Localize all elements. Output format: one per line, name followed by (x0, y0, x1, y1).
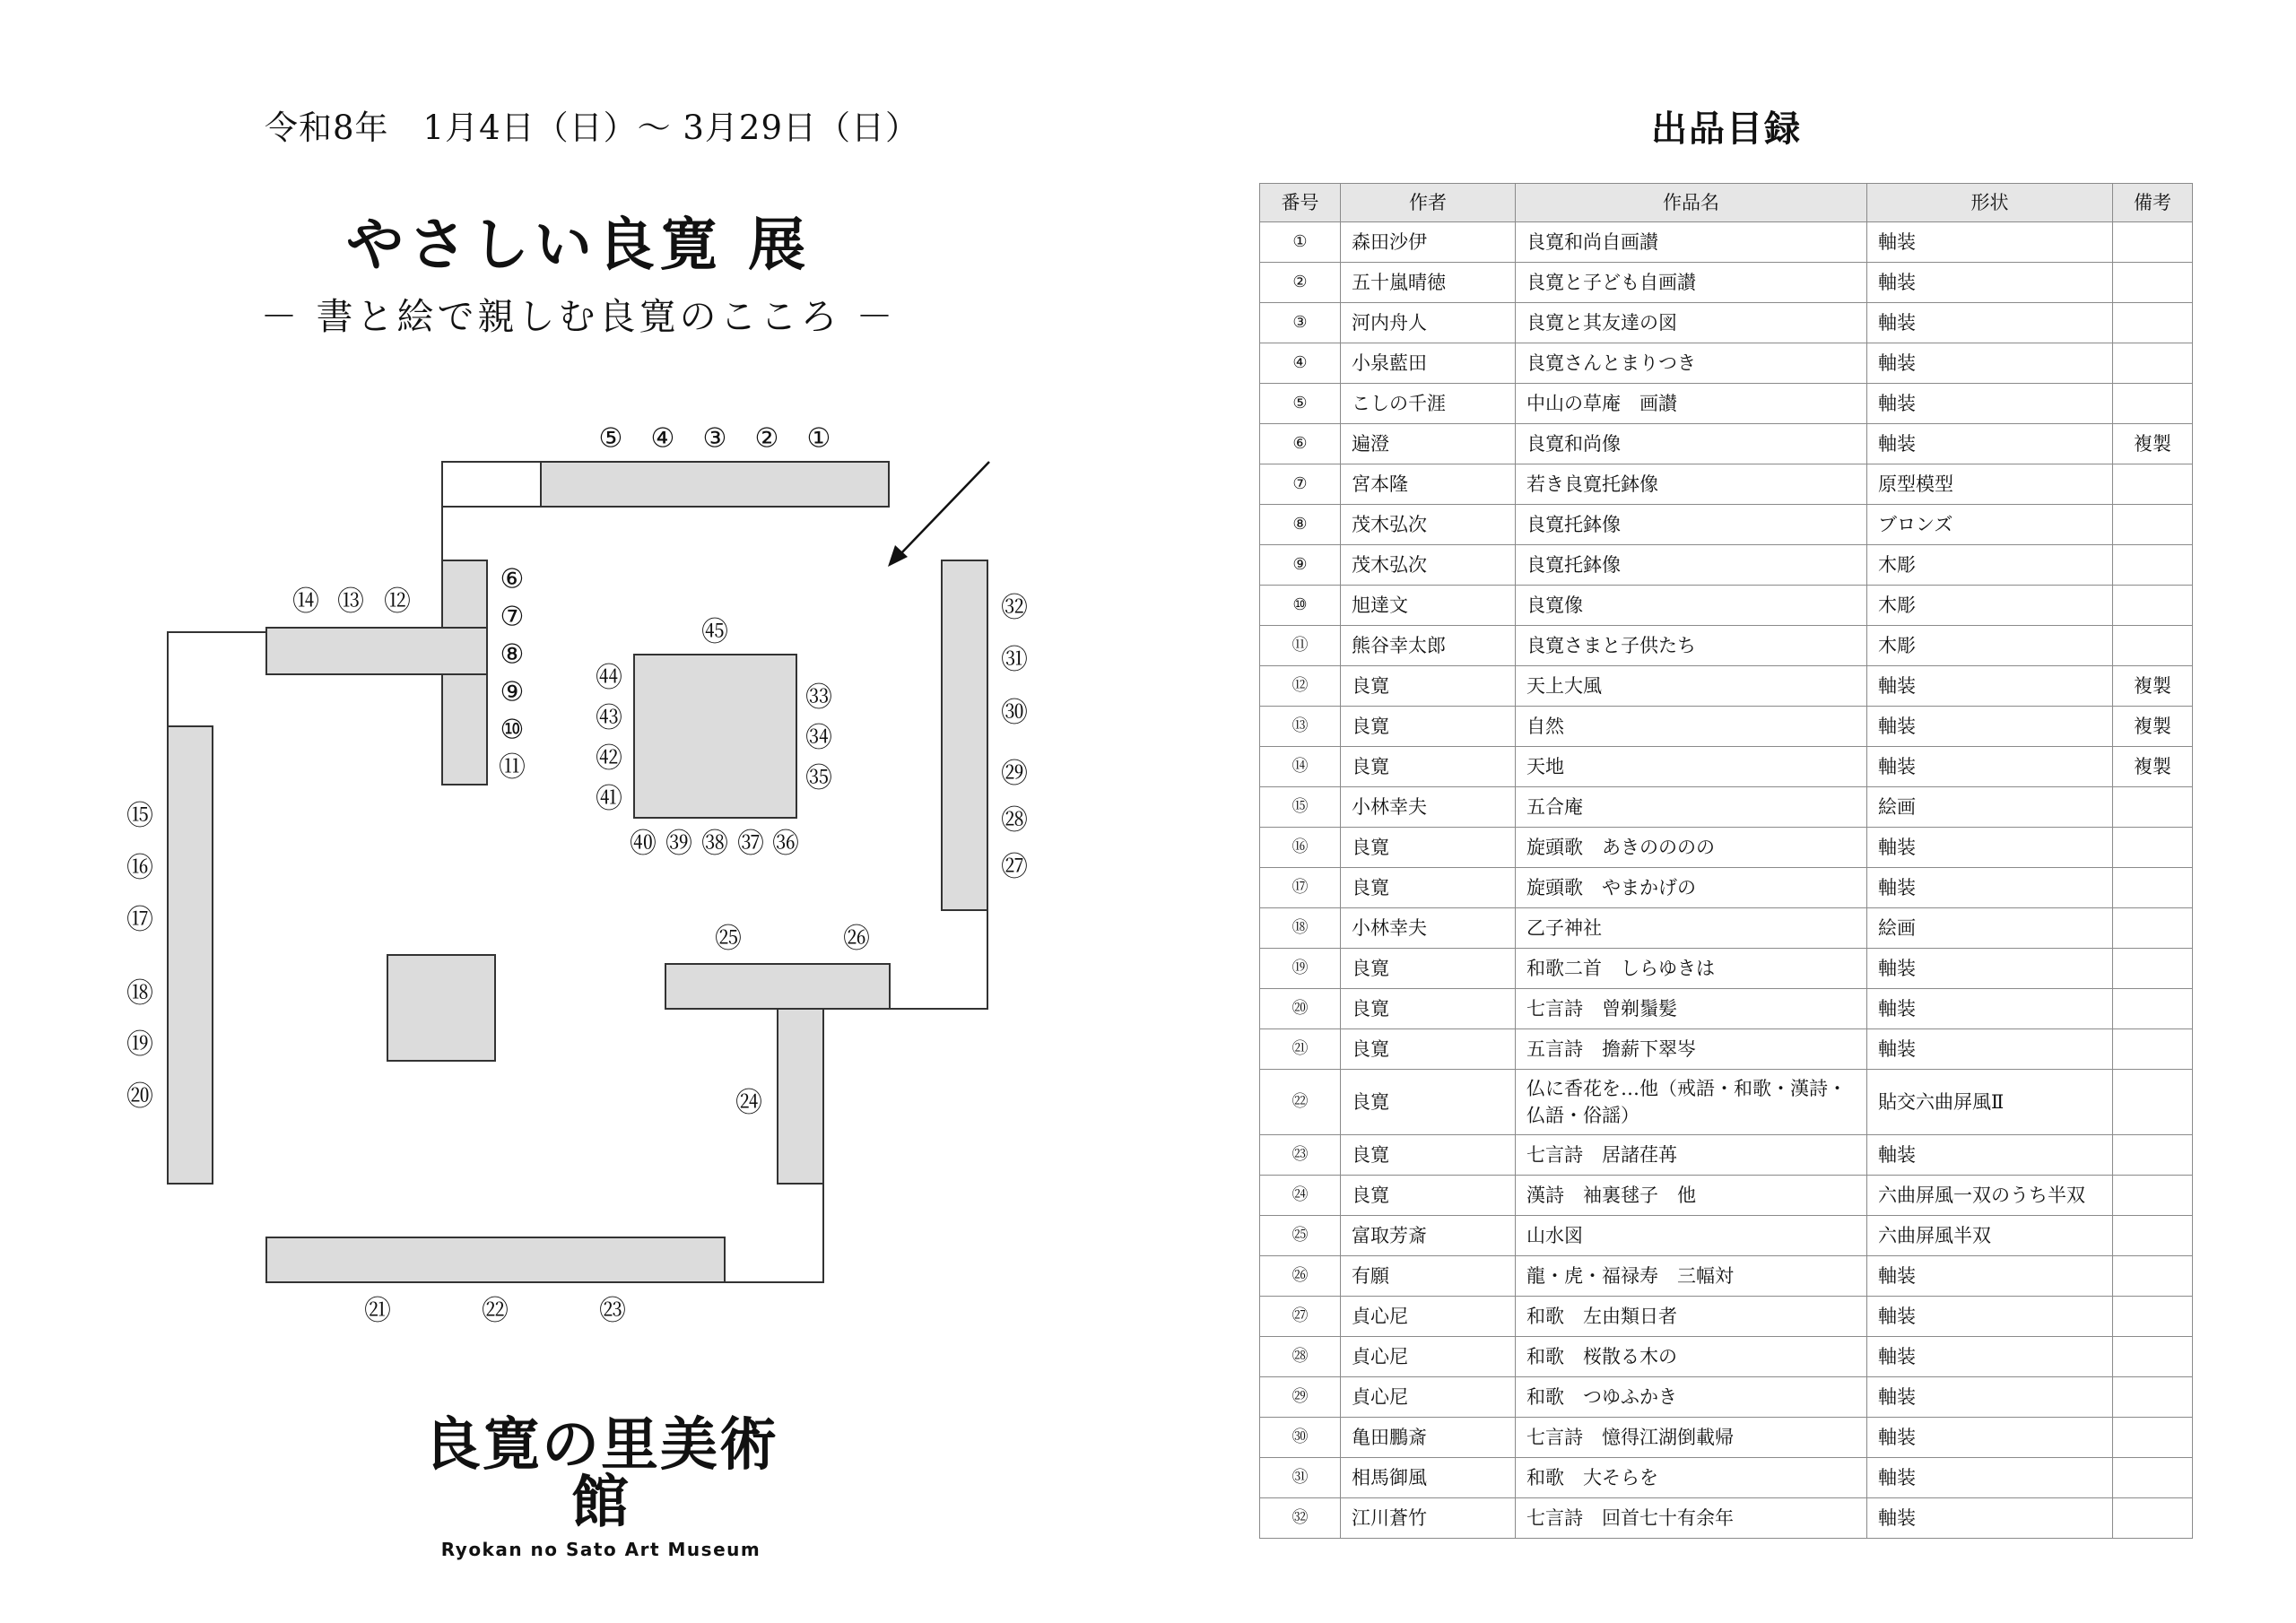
row-artist: 有願 (1341, 1256, 1516, 1297)
row-number: ③ (1260, 303, 1341, 343)
row-number: ⑳ (1260, 989, 1341, 1029)
row-title: 若き良寛托鉢像 (1516, 464, 1867, 505)
row-number: ㉕ (1260, 1216, 1341, 1256)
row-number: ⑭ (1260, 747, 1341, 787)
row-form: 軸装 (1867, 1377, 2113, 1418)
row-note: 複製 (2113, 424, 2193, 464)
row-note (2113, 586, 2193, 626)
row-artist: 森田沙伊 (1341, 222, 1516, 263)
row-form: 軸装 (1867, 989, 2113, 1029)
exhibit-number-8: ⑧ (500, 638, 525, 671)
row-title: 良寛さまと子供たち (1516, 626, 1867, 666)
row-number: ⑤ (1260, 384, 1341, 424)
row-artist: 良寛 (1341, 1135, 1516, 1176)
row-title: 七言詩 回首七十有余年 (1516, 1498, 1867, 1539)
row-artist: 貞心尼 (1341, 1297, 1516, 1337)
row-note (2113, 1498, 2193, 1539)
exhibit-number-20: ⑳ (126, 1081, 153, 1113)
row-note (2113, 949, 2193, 989)
row-number: ㉑ (1260, 1029, 1341, 1070)
table-row (1260, 303, 2193, 343)
entrance-arrow (888, 462, 989, 567)
row-number: ㉚ (1260, 1418, 1341, 1458)
table-row (1260, 1297, 2193, 1337)
row-number: ⑧ (1260, 505, 1341, 545)
exhibit-number-18: ⑱ (126, 977, 153, 1010)
row-number: ㉘ (1260, 1337, 1341, 1377)
row-number: ⑲ (1260, 949, 1341, 989)
row-title: 中山の草庵 画讃 (1516, 384, 1867, 424)
row-artist: 良寛 (1341, 707, 1516, 747)
row-title: 旋頭歌 やまかげの (1516, 868, 1867, 908)
table-row (1260, 666, 2193, 707)
exhibition-dates: 令和8年 1月4日（日）～ 3月29日（日） (265, 108, 920, 147)
wall-top (541, 462, 889, 507)
row-form: 軸装 (1867, 868, 2113, 908)
row-artist: 良寛 (1341, 828, 1516, 868)
row-note (2113, 1135, 2193, 1176)
catalog-body (1260, 222, 2193, 1539)
table-row (1260, 1458, 2193, 1498)
row-note (2113, 1256, 2193, 1297)
row-form: 軸装 (1867, 1297, 2113, 1337)
row-form: 絵画 (1867, 908, 2113, 949)
row-number: ㉒ (1260, 1070, 1341, 1135)
exhibit-number-34: ㉞ (805, 722, 832, 754)
exhibit-number-11: ⑪ (499, 751, 526, 784)
row-note (2113, 1216, 2193, 1256)
row-artist: 小林幸夫 (1341, 787, 1516, 828)
row-artist: 茂木弘次 (1341, 505, 1516, 545)
exhibit-number-21: ㉑ (364, 1295, 391, 1327)
exhibit-number-10: ⑩ (500, 714, 525, 746)
museum-logo-mark: 良寛の里美術館 (423, 1411, 778, 1536)
column-header-form: 形状 (1867, 184, 2113, 222)
table-row (1260, 908, 2193, 949)
table-row (1260, 464, 2193, 505)
table-row (1260, 263, 2193, 303)
column-header-number: 番号 (1260, 184, 1341, 222)
row-title: 龍・虎・福禄寿 三幅対 (1516, 1256, 1867, 1297)
row-note: 複製 (2113, 707, 2193, 747)
row-form: 軸装 (1867, 1418, 2113, 1458)
column-header-artist: 作者 (1341, 184, 1516, 222)
row-artist: 茂木弘次 (1341, 545, 1516, 586)
row-form: 絵画 (1867, 787, 2113, 828)
exhibit-number-15: ⑮ (126, 800, 153, 832)
row-form: 軸装 (1867, 303, 2113, 343)
row-title: 仏に香花を…他（戒語・和歌・漢詩・仏語・俗謡） (1516, 1070, 1867, 1135)
table-row (1260, 1176, 2193, 1216)
table-row (1260, 1256, 2193, 1297)
row-title: 和歌 左由類日者 (1516, 1297, 1867, 1337)
row-artist: 良寛 (1341, 1176, 1516, 1216)
table-row (1260, 1498, 2193, 1539)
row-note (2113, 222, 2193, 263)
row-form: 六曲屏風一双のうち半双 (1867, 1176, 2113, 1216)
row-title: 良寛托鉢像 (1516, 545, 1867, 586)
exhibit-number-6: ⑥ (500, 563, 525, 595)
row-artist: 旭達文 (1341, 586, 1516, 626)
row-note (2113, 1070, 2193, 1135)
exhibit-number-14: ⑭ (292, 586, 319, 618)
row-number: ⑦ (1260, 464, 1341, 505)
wall-right (942, 560, 987, 910)
row-note (2113, 343, 2193, 384)
row-number: ㉖ (1260, 1256, 1341, 1297)
wall-left (168, 726, 213, 1184)
row-number: ② (1260, 263, 1341, 303)
exhibit-number-30: ㉚ (1001, 697, 1028, 729)
museum-logo (413, 1411, 789, 1560)
table-row (1260, 384, 2193, 424)
row-number: ⑪ (1260, 626, 1341, 666)
row-title: 良寛と其友達の図 (1516, 303, 1867, 343)
row-form: 軸装 (1867, 263, 2113, 303)
row-form: ブロンズ (1867, 505, 2113, 545)
exhibit-number-23: ㉓ (599, 1295, 626, 1327)
exhibit-number-39: ㊴ (665, 828, 692, 860)
exhibit-number-25: ㉕ (715, 923, 742, 955)
row-title: 良寛和尚像 (1516, 424, 1867, 464)
row-form: 軸装 (1867, 1498, 2113, 1539)
row-number: ⑯ (1260, 828, 1341, 868)
exhibit-number-17: ⑰ (126, 904, 153, 936)
exhibit-number-13: ⑬ (337, 586, 364, 618)
row-form: 原型模型 (1867, 464, 2113, 505)
row-note (2113, 989, 2193, 1029)
exhibit-number-36: ㊱ (772, 828, 799, 860)
row-title: 天上大風 (1516, 666, 1867, 707)
row-form: 木彫 (1867, 586, 2113, 626)
row-title: 五合庵 (1516, 787, 1867, 828)
row-number: ① (1260, 222, 1341, 263)
row-title: 旋頭歌 あきのののの (1516, 828, 1867, 868)
exhibit-number-7: ⑦ (500, 601, 525, 633)
row-title: 七言詩 憶得江湖倒載帰 (1516, 1418, 1867, 1458)
museum-logo-subtitle: Ryokan no Sato Art Museum (440, 1539, 761, 1560)
table-row (1260, 1377, 2193, 1418)
row-title: 五言詩 擔薪下翠岑 (1516, 1029, 1867, 1070)
exhibit-number-19: ⑲ (126, 1028, 153, 1061)
row-artist: こしの千涯 (1341, 384, 1516, 424)
row-artist: 亀田鵬斎 (1341, 1418, 1516, 1458)
row-note (2113, 505, 2193, 545)
table-row (1260, 1135, 2193, 1176)
row-form: 軸装 (1867, 424, 2113, 464)
exhibit-number-31: ㉛ (1001, 644, 1028, 676)
exhibit-number-38: ㊳ (701, 828, 728, 860)
row-artist: 良寛 (1341, 747, 1516, 787)
row-title: 自然 (1516, 707, 1867, 747)
exhibit-number-28: ㉘ (1001, 804, 1028, 837)
row-form: 木彫 (1867, 626, 2113, 666)
row-artist: 良寛 (1341, 949, 1516, 989)
row-artist: 良寛 (1341, 666, 1516, 707)
row-title: 良寛さんとまりつき (1516, 343, 1867, 384)
row-number: ⑫ (1260, 666, 1341, 707)
row-form: 軸装 (1867, 343, 2113, 384)
row-artist: 宮本隆 (1341, 464, 1516, 505)
row-artist: 良寛 (1341, 1029, 1516, 1070)
row-number: ㉛ (1260, 1458, 1341, 1498)
row-note (2113, 1297, 2193, 1337)
table-row (1260, 989, 2193, 1029)
row-note (2113, 1176, 2193, 1216)
table-row (1260, 222, 2193, 263)
exhibit-number-5: ⑤ (598, 422, 623, 455)
center-display-case (634, 655, 796, 818)
row-title: 天地 (1516, 747, 1867, 787)
table-row (1260, 505, 2193, 545)
wall-right-horizontal (665, 964, 890, 1009)
wall-right-vertical (778, 1009, 823, 1184)
table-row (1260, 949, 2193, 989)
exhibit-number-2: ② (754, 422, 779, 455)
row-artist: 良寛 (1341, 1070, 1516, 1135)
row-title: 良寛と子ども自画讃 (1516, 263, 1867, 303)
row-note (2113, 1458, 2193, 1498)
row-form: 軸装 (1867, 747, 2113, 787)
exhibit-catalog-table (1259, 183, 2193, 1539)
row-note (2113, 1029, 2193, 1070)
row-note (2113, 787, 2193, 828)
exhibit-number-4: ④ (650, 422, 675, 455)
exhibit-number-35: ㉟ (805, 762, 832, 794)
row-title: 漢詩 袖裏毬子 他 (1516, 1176, 1867, 1216)
row-title: 七言詩 曾剃鬚髪 (1516, 989, 1867, 1029)
row-form: 軸装 (1867, 828, 2113, 868)
row-number: ㉓ (1260, 1135, 1341, 1176)
row-note: 複製 (2113, 666, 2193, 707)
row-title: 良寛托鉢像 (1516, 505, 1867, 545)
row-form: 貼交六曲屏風Ⅱ (1867, 1070, 2113, 1135)
floor-map (0, 0, 1157, 1381)
row-form: 軸装 (1867, 666, 2113, 707)
row-title: 和歌 桜散る木の (1516, 1337, 1867, 1377)
row-number: ⑮ (1260, 787, 1341, 828)
row-number: ㉜ (1260, 1498, 1341, 1539)
exhibit-number-43: ㊸ (596, 702, 622, 734)
row-title: 乙子神社 (1516, 908, 1867, 949)
table-row (1260, 747, 2193, 787)
exhibit-number-26: ㉖ (843, 923, 870, 955)
exhibit-number-41: ㊶ (596, 783, 622, 815)
exhibit-number-32: ㉜ (1001, 592, 1028, 624)
row-title: 和歌 つゆふかき (1516, 1377, 1867, 1418)
table-row (1260, 1029, 2193, 1070)
row-note (2113, 868, 2193, 908)
row-number: ⑨ (1260, 545, 1341, 586)
row-form: 軸装 (1867, 384, 2113, 424)
row-artist: 貞心尼 (1341, 1377, 1516, 1418)
row-number: ㉙ (1260, 1377, 1341, 1418)
exhibit-number-33: ㉝ (805, 681, 832, 714)
row-form: 軸装 (1867, 1029, 2113, 1070)
row-note (2113, 303, 2193, 343)
row-note (2113, 545, 2193, 586)
table-row (1260, 1070, 2193, 1135)
row-note (2113, 1418, 2193, 1458)
row-artist: 江川蒼竹 (1341, 1498, 1516, 1539)
table-row (1260, 828, 2193, 868)
row-artist: 良寛 (1341, 989, 1516, 1029)
wall-bottom (266, 1237, 725, 1282)
row-note (2113, 828, 2193, 868)
exhibit-number-42: ㊷ (596, 742, 622, 775)
row-title: 七言詩 居諸荏苒 (1516, 1135, 1867, 1176)
table-row (1260, 787, 2193, 828)
row-number: ⑱ (1260, 908, 1341, 949)
table-row (1260, 626, 2193, 666)
column-header-title: 作品名 (1516, 184, 1867, 222)
row-artist: 良寛 (1341, 868, 1516, 908)
row-artist: 相馬御風 (1341, 1458, 1516, 1498)
row-note (2113, 1377, 2193, 1418)
exhibition-title: やさしい良寛 展 (345, 212, 812, 279)
row-number: ④ (1260, 343, 1341, 384)
table-header-row (1260, 184, 2193, 222)
table-row (1260, 1418, 2193, 1458)
row-form: 軸装 (1867, 707, 2113, 747)
exhibit-number-3: ③ (702, 422, 727, 455)
column-header-note: 備考 (2113, 184, 2193, 222)
row-number: ⑥ (1260, 424, 1341, 464)
row-title: 山水図 (1516, 1216, 1867, 1256)
table-row (1260, 707, 2193, 747)
table-row (1260, 545, 2193, 586)
row-note (2113, 626, 2193, 666)
row-note (2113, 908, 2193, 949)
row-number: ㉔ (1260, 1176, 1341, 1216)
row-note (2113, 464, 2193, 505)
row-artist: 貞心尼 (1341, 1337, 1516, 1377)
row-artist: 小林幸夫 (1341, 908, 1516, 949)
exhibition-subtitle: － 書と絵で親しむ良寛のこころ － (260, 295, 897, 338)
exhibit-number-16: ⑯ (126, 852, 153, 884)
exhibit-number-1: ① (806, 422, 831, 455)
row-title: 良寛像 (1516, 586, 1867, 626)
row-note (2113, 263, 2193, 303)
row-form: 軸装 (1867, 949, 2113, 989)
row-number: ⑩ (1260, 586, 1341, 626)
row-form: 六曲屏風半双 (1867, 1216, 2113, 1256)
row-form: 軸装 (1867, 1256, 2113, 1297)
table-row (1260, 586, 2193, 626)
display-case-small (387, 955, 495, 1061)
row-form: 軸装 (1867, 1337, 2113, 1377)
row-form: 軸装 (1867, 1458, 2113, 1498)
exhibit-number-12: ⑫ (384, 586, 411, 618)
row-title: 和歌二首 しらゆきは (1516, 949, 1867, 989)
exhibit-number-9: ⑨ (500, 676, 525, 708)
table-row (1260, 1337, 2193, 1377)
row-artist: 富取芳斎 (1341, 1216, 1516, 1256)
row-artist: 五十嵐晴徳 (1341, 263, 1516, 303)
row-title: 良寛和尚自画讃 (1516, 222, 1867, 263)
row-number: ⑬ (1260, 707, 1341, 747)
row-form: 木彫 (1867, 545, 2113, 586)
row-artist: 河内舟人 (1341, 303, 1516, 343)
table-row (1260, 1216, 2193, 1256)
exhibit-number-40: ㊵ (630, 828, 657, 860)
table-row (1260, 343, 2193, 384)
table-row (1260, 424, 2193, 464)
catalog-heading: 出品目録 (1651, 108, 1802, 150)
row-number: ⑰ (1260, 868, 1341, 908)
display-walls (168, 462, 987, 1282)
row-form: 軸装 (1867, 222, 2113, 263)
room-outline (168, 462, 987, 1282)
row-artist: 遍澄 (1341, 424, 1516, 464)
exhibit-number-45: ㊺ (701, 616, 728, 648)
exhibit-number-37: ㊲ (737, 828, 764, 860)
row-title: 和歌 大そらを (1516, 1458, 1867, 1498)
exhibit-number-24: ㉔ (735, 1087, 762, 1119)
row-artist: 小泉藍田 (1341, 343, 1516, 384)
table-row (1260, 868, 2193, 908)
exhibit-number-27: ㉗ (1001, 851, 1028, 883)
row-number: ㉗ (1260, 1297, 1341, 1337)
exhibit-number-44: ㊹ (596, 662, 622, 694)
row-note (2113, 1337, 2193, 1377)
exhibit-number-29: ㉙ (1001, 758, 1028, 790)
exhibit-number-22: ㉒ (482, 1295, 509, 1327)
row-form: 軸装 (1867, 1135, 2113, 1176)
wall-left-horizontal (266, 628, 487, 674)
row-note: 複製 (2113, 747, 2193, 787)
row-artist: 熊谷幸太郎 (1341, 626, 1516, 666)
row-note (2113, 384, 2193, 424)
